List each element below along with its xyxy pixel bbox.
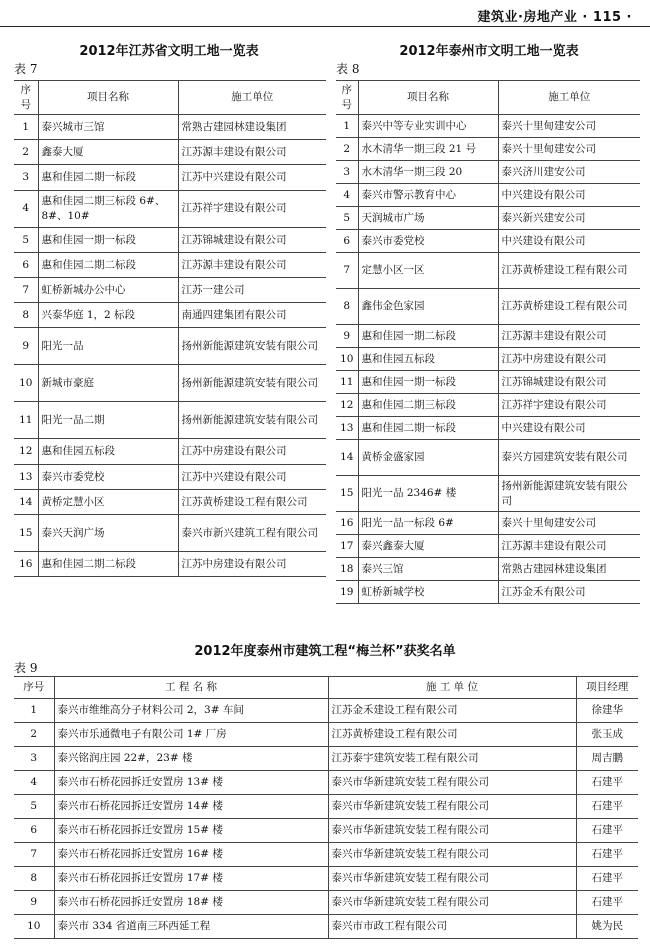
table7-cell-no: 13 <box>14 464 38 489</box>
table8-cell-no: 2 <box>336 138 358 161</box>
table8-cell-project: 黄桥金盛家园 <box>358 440 498 476</box>
table7-cell-project: 泰兴城市三馆 <box>38 115 178 140</box>
table9-cell-project: 泰兴市石桥花园拆迁安置房 15# 楼 <box>54 819 328 843</box>
table9-cell-no: 1 <box>14 699 54 723</box>
table8-cell-no: 18 <box>336 558 358 581</box>
table7-cell-no: 5 <box>14 227 38 252</box>
table7-cell-project: 阳光一品 <box>38 328 178 365</box>
table7-cell-no: 6 <box>14 252 38 277</box>
table8-cell-unit: 泰兴十里甸建安公司 <box>498 115 640 138</box>
table9-header-unit: 施 工 单 位 <box>328 677 576 699</box>
table8-row <box>336 581 640 604</box>
table7-cell-unit: 江苏源丰建设有限公司 <box>178 140 326 165</box>
table7-cell-project: 虹桥新城办公中心 <box>38 277 178 302</box>
table7-cell-project: 惠和佳园二期二标段 <box>38 551 178 576</box>
table7-cell-unit: 江苏中兴建设有限公司 <box>178 165 326 190</box>
table8-cell-no: 12 <box>336 394 358 417</box>
table8-cell-unit: 常熟古建园林建设集团 <box>498 558 640 581</box>
table9-cell-no: 10 <box>14 915 54 939</box>
table8-cell-unit: 江苏源丰建设有限公司 <box>498 325 640 348</box>
table7-cell-project: 泰兴天润广场 <box>38 514 178 551</box>
table8-cell-no: 14 <box>336 440 358 476</box>
table7-row <box>14 489 326 514</box>
table8-row <box>336 371 640 394</box>
table8-label: 表 8 <box>336 62 360 76</box>
table7-cell-no: 12 <box>14 439 38 464</box>
table8-row <box>336 161 640 184</box>
table9-cell-manager: 石建平 <box>576 819 638 843</box>
table8-header-project: 项目名称 <box>358 81 498 115</box>
table9-cell-no: 6 <box>14 819 54 843</box>
table7-header-project: 项目名称 <box>38 81 178 115</box>
table8-cell-no: 11 <box>336 371 358 394</box>
table8-cell-project: 泰兴市警示教育中心 <box>358 184 498 207</box>
table9-row <box>14 747 638 771</box>
table9-header-project: 工 程 名 称 <box>54 677 328 699</box>
table9-cell-no: 5 <box>14 795 54 819</box>
table9-cell-unit: 泰兴市华新建筑安装工程有限公司 <box>328 843 576 867</box>
table7-body <box>14 115 326 577</box>
table9-cell-manager: 石建平 <box>576 771 638 795</box>
table9-cell-no: 4 <box>14 771 54 795</box>
table9-cell-manager: 石建平 <box>576 891 638 915</box>
table8-cell-unit: 江苏中房建设有限公司 <box>498 348 640 371</box>
table8-row <box>336 558 640 581</box>
table7-row <box>14 439 326 464</box>
table8-cell-no: 3 <box>336 161 358 184</box>
table9-cell-no: 7 <box>14 843 54 867</box>
table8-cell-no: 1 <box>336 115 358 138</box>
table7-cell-no: 2 <box>14 140 38 165</box>
table7-cell-no: 8 <box>14 303 38 328</box>
table9-cell-manager: 周吉鹏 <box>576 747 638 771</box>
table7-cell-project: 惠和佳园一期一标段 <box>38 227 178 252</box>
table9-cell-no: 8 <box>14 867 54 891</box>
table8-row <box>336 115 640 138</box>
table8-row <box>336 394 640 417</box>
table7-header-no: 序号 <box>14 81 38 115</box>
table7-cell-unit: 江苏中兴建设有限公司 <box>178 464 326 489</box>
table8-header-unit: 施工单位 <box>498 81 640 115</box>
table9-cell-unit: 泰兴市华新建筑安装工程有限公司 <box>328 819 576 843</box>
table8-cell-project: 泰兴中等专业实训中心 <box>358 115 498 138</box>
table9-cell-project: 泰兴市维维高分子材料公司 2，3# 车间 <box>54 699 328 723</box>
table9-cell-manager: 石建平 <box>576 867 638 891</box>
table9-row <box>14 843 638 867</box>
table8-cell-no: 5 <box>336 207 358 230</box>
table7-cell-no: 9 <box>14 328 38 365</box>
table7-cell-project: 黄桥定慧小区 <box>38 489 178 514</box>
table8-cell-project: 惠和佳园五标段 <box>358 348 498 371</box>
table8-row <box>336 440 640 476</box>
table9-cell-project: 泰兴市石桥花园拆迁安置房 13# 楼 <box>54 771 328 795</box>
table7-cell-project: 惠和佳园二期一标段 <box>38 165 178 190</box>
table7-row <box>14 190 326 227</box>
table9-row <box>14 867 638 891</box>
table9-cell-manager: 石建平 <box>576 843 638 867</box>
table8 <box>336 80 640 604</box>
table7-cell-unit: 扬州新能源建筑安装有限公司 <box>178 328 326 365</box>
table7-cell-no: 14 <box>14 489 38 514</box>
table9-cell-project: 泰兴市石桥花园拆迁安置房 18# 楼 <box>54 891 328 915</box>
table8-cell-project: 惠和佳园二期一标段 <box>358 417 498 440</box>
table7-row <box>14 551 326 576</box>
table8-title: 2012年泰州市文明工地一览表 <box>399 44 579 59</box>
table8-cell-unit: 泰兴方园建筑安装有限公司 <box>498 440 640 476</box>
table8-cell-no: 16 <box>336 512 358 535</box>
table8-cell-project: 水木清华一期三段 20 <box>358 161 498 184</box>
table9-cell-project: 泰兴市 334 省道南三环西延工程 <box>54 915 328 939</box>
table9-header-manager: 项目经理 <box>576 677 638 699</box>
table9-cell-project: 泰兴市石桥花园拆迁安置房 16# 楼 <box>54 843 328 867</box>
table7-label: 表 7 <box>14 62 38 76</box>
table8-cell-no: 8 <box>336 289 358 325</box>
table9-cell-unit: 泰兴市市政工程有限公司 <box>328 915 576 939</box>
table8-row <box>336 348 640 371</box>
table7-cell-unit: 江苏黄桥建设工程有限公司 <box>178 489 326 514</box>
table7-cell-no: 4 <box>14 190 38 227</box>
table8-cell-project: 阳光一品一标段 6# <box>358 512 498 535</box>
table9-cell-project: 泰兴市石桥花园拆迁安置房 14# 楼 <box>54 795 328 819</box>
table8-row <box>336 325 640 348</box>
table9-cell-unit: 泰兴市华新建筑安装工程有限公司 <box>328 867 576 891</box>
table7-cell-unit: 南通四建集团有限公司 <box>178 303 326 328</box>
table8-row <box>336 476 640 512</box>
table9-row <box>14 771 638 795</box>
running-header: 建筑业·房地产业 · 115 · <box>477 10 632 25</box>
table7-row <box>14 328 326 365</box>
table7-cell-no: 16 <box>14 551 38 576</box>
table7-row <box>14 115 326 140</box>
table9-cell-unit: 江苏泰宇建筑安装工程有限公司 <box>328 747 576 771</box>
table7-cell-project: 惠和佳园五标段 <box>38 439 178 464</box>
table8-cell-project: 泰兴市委党校 <box>358 230 498 253</box>
table8-row <box>336 417 640 440</box>
table8-cell-project: 天润城市广场 <box>358 207 498 230</box>
table7-cell-no: 3 <box>14 165 38 190</box>
table8-cell-project: 惠和佳园二期三标段 <box>358 394 498 417</box>
table7-cell-unit: 江苏锦城建设有限公司 <box>178 227 326 252</box>
table8-row <box>336 184 640 207</box>
table7-row <box>14 227 326 252</box>
table9-cell-project: 泰兴铭润庄园 22#，23# 楼 <box>54 747 328 771</box>
table9-cell-project: 泰兴市乐通微电子有限公司 1# 厂房 <box>54 723 328 747</box>
table8-cell-project: 泰兴三馆 <box>358 558 498 581</box>
table8-cell-unit: 泰兴十里甸建安公司 <box>498 512 640 535</box>
table8-cell-no: 13 <box>336 417 358 440</box>
table8-cell-project: 定慧小区一区 <box>358 253 498 289</box>
table8-row <box>336 207 640 230</box>
table7-row <box>14 277 326 302</box>
table8-cell-unit: 中兴建设有限公司 <box>498 417 640 440</box>
table9-cell-no: 2 <box>14 723 54 747</box>
table8-cell-unit: 江苏黄桥建设工程有限公司 <box>498 289 640 325</box>
table7-cell-unit: 扬州新能源建筑安装有限公司 <box>178 365 326 402</box>
table7-cell-unit: 常熟古建园林建设集团 <box>178 115 326 140</box>
table7-row <box>14 140 326 165</box>
table7-cell-project: 惠和佳园二期三标段 6#、8#、10# <box>38 190 178 227</box>
table9-cell-unit: 江苏黄桥建设工程有限公司 <box>328 723 576 747</box>
table8-cell-project: 阳光一品 2346# 楼 <box>358 476 498 512</box>
table8-header-no: 序号 <box>336 81 358 115</box>
table7-row <box>14 464 326 489</box>
page-header <box>0 0 650 27</box>
table7-cell-no: 11 <box>14 402 38 439</box>
table8-cell-unit: 中兴建设有限公司 <box>498 184 640 207</box>
table8-cell-no: 7 <box>336 253 358 289</box>
table9-row <box>14 915 638 939</box>
table8-cell-unit: 江苏祥宇建设有限公司 <box>498 394 640 417</box>
table9-row <box>14 795 638 819</box>
table7-cell-project: 新城市豪庭 <box>38 365 178 402</box>
table7-cell-project: 兴泰华庭 1，2 标段 <box>38 303 178 328</box>
table9-cell-manager: 张玉成 <box>576 723 638 747</box>
table7-row <box>14 165 326 190</box>
table9-cell-unit: 江苏金禾建设工程有限公司 <box>328 699 576 723</box>
table7-cell-no: 15 <box>14 514 38 551</box>
table7-cell-unit: 江苏源丰建设有限公司 <box>178 252 326 277</box>
table8-cell-unit: 江苏源丰建设有限公司 <box>498 535 640 558</box>
table8-cell-unit: 江苏锦城建设有限公司 <box>498 371 640 394</box>
table8-cell-no: 4 <box>336 184 358 207</box>
table8-row <box>336 138 640 161</box>
table7-cell-project: 惠和佳园二期二标段 <box>38 252 178 277</box>
table8-cell-project: 惠和佳园一期一标段 <box>358 371 498 394</box>
table7-cell-no: 1 <box>14 115 38 140</box>
table8-row <box>336 253 640 289</box>
table8-row <box>336 230 640 253</box>
table9-cell-no: 9 <box>14 891 54 915</box>
table8-cell-no: 17 <box>336 535 358 558</box>
table7-row <box>14 402 326 439</box>
table8-cell-unit: 泰兴济川建安公司 <box>498 161 640 184</box>
table7-header-unit: 施工单位 <box>178 81 326 115</box>
table7-row <box>14 514 326 551</box>
table8-cell-project: 泰兴鑫泰大厦 <box>358 535 498 558</box>
table9-cell-manager: 徐建华 <box>576 699 638 723</box>
table7-cell-no: 10 <box>14 365 38 402</box>
table7-cell-project: 鑫泰大厦 <box>38 140 178 165</box>
table8-cell-no: 19 <box>336 581 358 604</box>
table9-cell-no: 3 <box>14 747 54 771</box>
table7-row <box>14 365 326 402</box>
table7-cell-project: 泰兴市委党校 <box>38 464 178 489</box>
table7 <box>14 80 326 577</box>
table9-row <box>14 891 638 915</box>
table9-cell-manager: 石建平 <box>576 795 638 819</box>
table9-row <box>14 723 638 747</box>
table8-cell-no: 15 <box>336 476 358 512</box>
table8-cell-unit: 中兴建设有限公司 <box>498 230 640 253</box>
table9-label: 表 9 <box>14 661 38 675</box>
table8-row <box>336 535 640 558</box>
table8-cell-unit: 扬州新能源建筑安装有限公司 <box>498 476 640 512</box>
table9-cell-unit: 泰兴市华新建筑安装工程有限公司 <box>328 891 576 915</box>
table8-row <box>336 289 640 325</box>
table8-cell-unit: 泰兴十里甸建安公司 <box>498 138 640 161</box>
table8-cell-no: 10 <box>336 348 358 371</box>
table8-cell-project: 惠和佳园一期二标段 <box>358 325 498 348</box>
table9-title: 2012年度泰州市建筑工程“梅兰杯”获奖名单 <box>194 644 456 659</box>
table8-cell-unit: 泰兴新兴建安公司 <box>498 207 640 230</box>
table7-cell-unit: 江苏中房建设有限公司 <box>178 439 326 464</box>
table9-header-no: 序号 <box>14 677 54 699</box>
table8-cell-unit: 江苏黄桥建设工程有限公司 <box>498 253 640 289</box>
table8-cell-project: 虹桥新城学校 <box>358 581 498 604</box>
table9-body <box>14 699 638 939</box>
table7-row <box>14 252 326 277</box>
table9-cell-project: 泰兴市石桥花园拆迁安置房 17# 楼 <box>54 867 328 891</box>
table7-cell-project: 阳光一品二期 <box>38 402 178 439</box>
table9 <box>14 676 638 939</box>
table8-row <box>336 512 640 535</box>
table8-cell-no: 6 <box>336 230 358 253</box>
table9-cell-unit: 泰兴市华新建筑安装工程有限公司 <box>328 771 576 795</box>
table9-row <box>14 699 638 723</box>
table8-body <box>336 115 640 604</box>
table8-cell-project: 鑫伟金色家园 <box>358 289 498 325</box>
table8-cell-no: 9 <box>336 325 358 348</box>
table8-cell-project: 水木清华一期三段 21 号 <box>358 138 498 161</box>
table7-title: 2012年江苏省文明工地一览表 <box>79 44 259 59</box>
table9-cell-manager: 姚为民 <box>576 915 638 939</box>
table8-cell-unit: 江苏金禾有限公司 <box>498 581 640 604</box>
table7-cell-unit: 江苏祥宇建设有限公司 <box>178 190 326 227</box>
table9-cell-unit: 泰兴市华新建筑安装工程有限公司 <box>328 795 576 819</box>
table7-cell-unit: 江苏一建公司 <box>178 277 326 302</box>
table9-row <box>14 819 638 843</box>
table7-row <box>14 303 326 328</box>
table7-cell-unit: 扬州新能源建筑安装有限公司 <box>178 402 326 439</box>
table7-cell-unit: 泰兴市新兴建筑工程有限公司 <box>178 514 326 551</box>
table7-cell-unit: 江苏中房建设有限公司 <box>178 551 326 576</box>
table7-cell-no: 7 <box>14 277 38 302</box>
